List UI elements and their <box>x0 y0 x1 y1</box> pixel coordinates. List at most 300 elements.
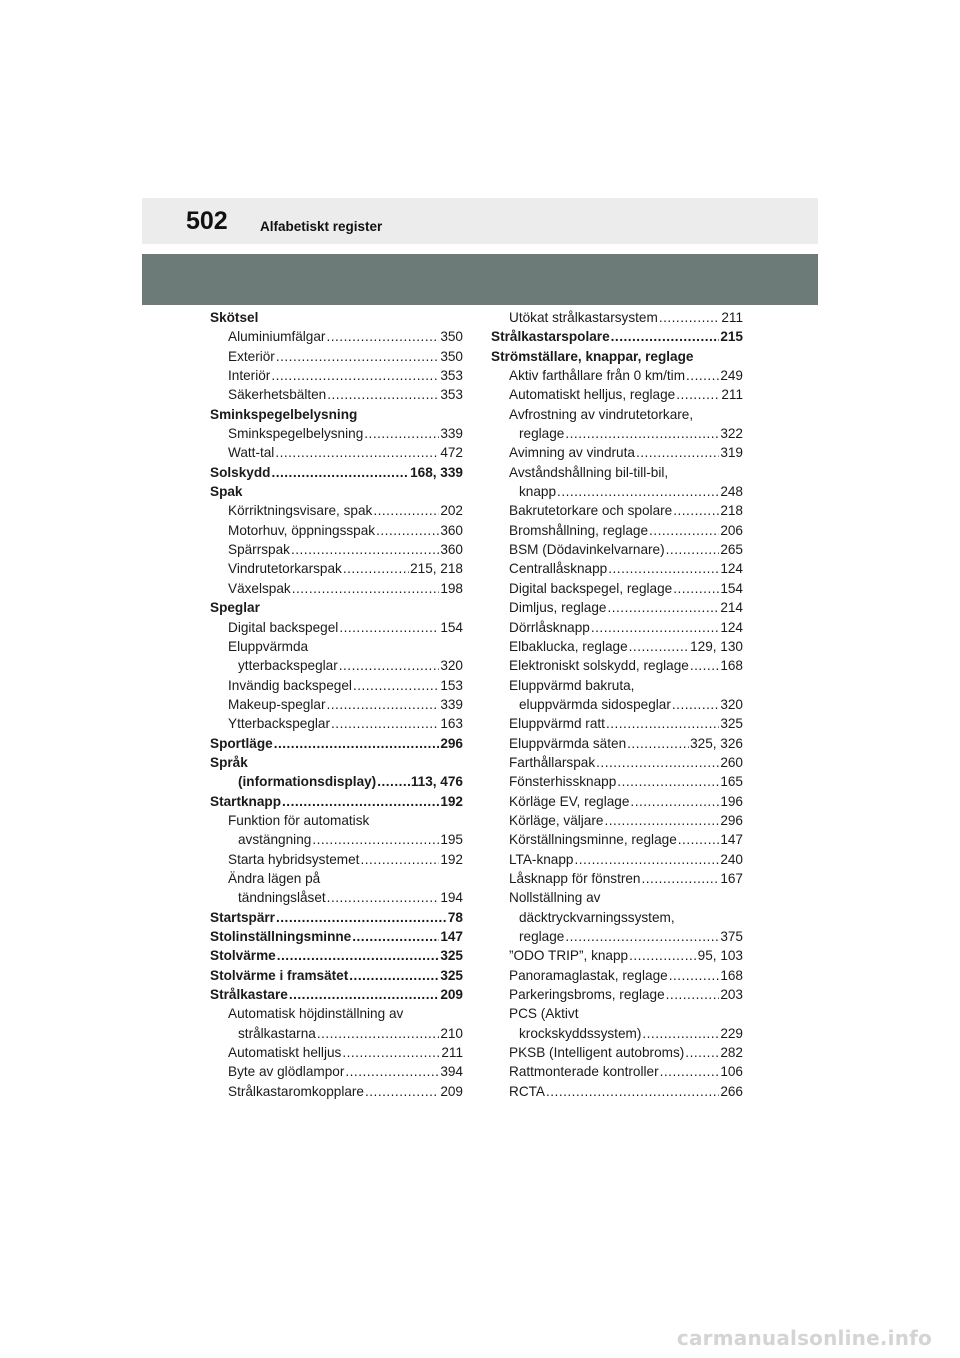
index-term: däcktryckvarningssystem, <box>519 909 675 925</box>
index-entry <box>210 1024 463 1043</box>
index-entry <box>491 695 743 714</box>
index-entry <box>210 966 463 985</box>
dot-leader <box>565 927 719 946</box>
index-term: eluppvärmda sidospeglar <box>519 696 671 712</box>
index-entry <box>210 618 463 637</box>
dot-leader <box>669 966 720 985</box>
dot-leader <box>276 347 439 366</box>
dot-leader <box>331 714 439 733</box>
dot-leader <box>673 501 719 520</box>
dot-leader <box>282 792 439 811</box>
page-reference[interactable]: 211 <box>721 387 743 403</box>
index-entry <box>210 598 463 617</box>
index-entry <box>210 753 463 772</box>
dot-leader <box>349 966 439 985</box>
dot-leader <box>629 637 689 656</box>
index-entry <box>210 327 463 346</box>
dot-leader <box>629 946 697 965</box>
page-reference[interactable]: 296 <box>720 812 743 828</box>
index-entry <box>210 637 463 656</box>
index-term: Byte av glödlampor <box>228 1064 345 1080</box>
page-reference[interactable]: 168, 339 <box>410 464 463 480</box>
page-reference[interactable]: 325, 326 <box>690 735 743 751</box>
index-term: PKSB (Intelligent autobroms) <box>509 1045 685 1061</box>
index-term: Spak <box>210 484 243 500</box>
index-term: strålkastarna <box>238 1025 316 1041</box>
index-entry <box>491 540 743 559</box>
index-term: krockskyddssystem) <box>519 1025 642 1041</box>
index-term: ”ODO TRIP”, knapp <box>509 948 629 964</box>
index-entry <box>491 946 743 965</box>
page-reference[interactable]: 192 <box>440 793 463 809</box>
index-term: PCS (Aktivt <box>509 1006 579 1022</box>
index-term: Vindrutetorkarspak <box>228 561 342 577</box>
dot-leader <box>666 540 720 559</box>
dot-leader <box>557 482 719 501</box>
index-term: Avfrostning av vindrutetorkare, <box>509 406 694 422</box>
index-term: reglage <box>519 426 565 442</box>
page-reference[interactable]: 360 <box>440 522 463 538</box>
index-entry <box>491 521 743 540</box>
dot-leader <box>365 1082 439 1101</box>
index-entry <box>210 772 463 791</box>
page-reference[interactable]: 360 <box>440 542 463 558</box>
index-entry <box>491 482 743 501</box>
index-entry <box>491 966 743 985</box>
dot-leader <box>271 366 439 385</box>
index-entry <box>210 656 463 675</box>
page-reference[interactable]: 147 <box>720 832 743 848</box>
page-reference[interactable]: 215, 218 <box>410 561 463 577</box>
dot-leader <box>690 656 719 675</box>
page-reference[interactable]: 210 <box>440 1025 463 1041</box>
index-term: Eluppvärmd bakruta, <box>509 677 635 693</box>
index-entry <box>491 869 743 888</box>
page-reference[interactable]: 78 <box>447 909 463 925</box>
page-reference[interactable]: 196 <box>720 793 743 809</box>
page-reference[interactable]: 218 <box>720 503 743 519</box>
index-term: Sportläge <box>210 735 273 751</box>
index-term: Stolvärme <box>210 948 276 964</box>
index-term: Invändig backspegel <box>228 677 352 693</box>
index-term: Makeup-speglar <box>228 696 326 712</box>
dot-leader <box>339 618 439 637</box>
index-term: Ytterbackspeglar <box>228 716 331 732</box>
index-entry <box>210 443 463 462</box>
index-entry <box>210 463 463 482</box>
page-reference[interactable]: 214 <box>720 600 743 616</box>
dot-leader <box>274 734 440 753</box>
index-term: Dimljus, reglage <box>509 600 607 616</box>
index-entry <box>210 888 463 907</box>
index-term: tändningslåset <box>238 890 326 906</box>
index-entry <box>210 908 463 927</box>
index-entry <box>210 521 463 540</box>
page-reference[interactable]: 325 <box>720 716 743 732</box>
index-entry <box>210 792 463 811</box>
index-term: Sminkspegelbelysning <box>228 426 364 442</box>
index-entry <box>210 501 463 520</box>
index-entry <box>210 385 463 404</box>
index-entry <box>491 1082 743 1101</box>
index-entry <box>210 869 463 888</box>
index-term: ytterbackspeglar <box>238 658 338 674</box>
index-entry <box>491 463 743 482</box>
index-term: Strålkastaromkopplare <box>228 1083 364 1099</box>
index-term: Exteriör <box>228 348 275 364</box>
index-entry <box>210 695 463 714</box>
index-term: Watt-tal <box>228 445 275 461</box>
dot-leader <box>326 327 439 346</box>
page-reference[interactable]: 202 <box>440 503 463 519</box>
index-entry <box>210 579 463 598</box>
page-reference[interactable]: 320 <box>440 658 463 674</box>
page-reference[interactable]: 353 <box>440 368 463 384</box>
index-term: Startknapp <box>210 793 282 809</box>
page-reference[interactable]: 168 <box>720 967 743 983</box>
dot-leader <box>377 772 410 791</box>
page-reference[interactable]: 198 <box>440 580 463 596</box>
page-reference[interactable]: 195 <box>440 832 463 848</box>
page-reference[interactable]: 167 <box>720 870 743 886</box>
index-entry <box>491 501 743 520</box>
page-reference[interactable]: 353 <box>440 387 463 403</box>
index-entry <box>491 830 743 849</box>
page-reference[interactable]: 375 <box>720 929 743 944</box>
page-reference[interactable]: 106 <box>720 1064 743 1080</box>
dot-leader <box>343 559 409 578</box>
index-term: Växelspak <box>228 580 291 596</box>
header-band <box>142 254 818 305</box>
index-entry <box>210 559 463 578</box>
index-term: Avimning av vindruta <box>509 445 635 461</box>
index-entry <box>491 714 743 733</box>
index-entry <box>491 676 743 695</box>
dot-leader <box>339 656 440 675</box>
index-term: Stolinställningsminne <box>210 929 352 944</box>
index-term: Ändra lägen på <box>228 870 321 886</box>
index-entry <box>210 308 463 327</box>
index-term: Parkeringsbroms, reglage <box>509 987 665 1003</box>
index-entry <box>491 405 743 424</box>
index-term: Eluppvärmda <box>228 638 309 654</box>
page-reference[interactable]: 350 <box>440 348 463 364</box>
index-entry <box>210 366 463 385</box>
dot-leader <box>604 811 719 830</box>
page-reference[interactable]: 240 <box>720 851 743 867</box>
index-entry <box>210 482 463 501</box>
dot-leader <box>289 985 439 1004</box>
dot-leader <box>660 1062 720 1081</box>
dot-leader <box>676 385 720 404</box>
index-entry <box>210 676 463 695</box>
index-term: Spärrspak <box>228 542 290 558</box>
index-entry <box>491 811 743 830</box>
dot-leader <box>312 830 439 849</box>
page-reference[interactable]: 229 <box>720 1025 743 1041</box>
index-term: Låsknapp för fönstren <box>509 870 641 886</box>
index-entry <box>491 366 743 385</box>
index-term: Språk <box>210 754 248 770</box>
dot-leader <box>630 792 719 811</box>
page-reference[interactable]: 248 <box>720 484 743 500</box>
index-term: Stolvärme i framsätet <box>210 967 349 983</box>
index-entry <box>210 540 463 559</box>
index-term: Strömställare, knappar, reglage <box>491 348 694 364</box>
dot-leader <box>546 1082 719 1101</box>
page-number: 502 <box>186 207 228 235</box>
index-term: Dörrlåsknapp <box>509 619 590 635</box>
dot-leader <box>345 1062 439 1081</box>
index-term: Elbaklucka, reglage <box>509 638 628 654</box>
index-term: Automatisk höjdinställning av <box>228 1006 404 1022</box>
index-entry <box>491 772 743 791</box>
index-term: Digital backspegel, reglage <box>509 580 673 596</box>
dot-leader <box>627 734 689 753</box>
index-term: Fönsterhissknapp <box>509 774 617 790</box>
dot-leader <box>591 618 719 637</box>
index-term: Bromshållning, reglage <box>509 522 649 538</box>
page-reference[interactable]: 154 <box>440 619 463 635</box>
index-term: Nollställning av <box>509 890 601 906</box>
dot-leader <box>327 888 440 907</box>
index-term: Körriktningsvisare, spak <box>228 503 373 519</box>
dot-leader <box>373 501 439 520</box>
index-term: Skötsel <box>210 310 259 325</box>
page-reference[interactable]: 163 <box>440 716 463 732</box>
dot-leader <box>291 540 439 559</box>
page-reference[interactable]: 282 <box>720 1045 743 1061</box>
page-reference[interactable]: 211 <box>441 1045 463 1061</box>
index-entry <box>210 1062 463 1081</box>
index-entry <box>491 753 743 772</box>
dot-leader <box>685 1043 719 1062</box>
dot-leader <box>596 753 719 772</box>
page-reference[interactable]: 113, 476 <box>410 774 463 790</box>
page-reference[interactable]: 319 <box>720 445 743 461</box>
page-reference[interactable]: 322 <box>720 426 743 442</box>
index-term: Strålkastarspolare <box>491 329 610 345</box>
dot-leader <box>326 695 439 714</box>
dot-leader <box>271 463 409 482</box>
index-entry <box>491 656 743 675</box>
index-entry <box>210 714 463 733</box>
dot-leader <box>617 772 719 791</box>
page-reference[interactable]: 211 <box>721 310 743 325</box>
index-term: Centrallåsknapp <box>509 561 608 577</box>
page-reference[interactable]: 203 <box>720 987 743 1003</box>
index-entry <box>210 850 463 869</box>
index-entry <box>491 598 743 617</box>
index-term: Körläge EV, reglage <box>509 793 630 809</box>
index-term: Interiör <box>228 368 271 384</box>
page-reference[interactable]: 124 <box>720 561 743 577</box>
index-term: Automatiskt helljus, reglage <box>509 387 676 403</box>
dot-leader <box>678 830 720 849</box>
index-term: LTA-knapp <box>509 851 574 867</box>
index-entry <box>491 637 743 656</box>
index-term: RCTA <box>509 1083 545 1099</box>
dot-leader <box>606 714 719 733</box>
index-entry <box>491 1004 743 1023</box>
index-entry <box>210 424 463 443</box>
index-term: Funktion för automatisk <box>228 812 370 828</box>
index-term: Aktiv farthållare från 0 km/tim <box>509 368 686 384</box>
page-reference[interactable]: 95, 103 <box>697 948 743 964</box>
index-term: Eluppvärmd ratt <box>509 716 605 732</box>
section-title: Alfabetiskt register <box>260 219 383 234</box>
page-reference[interactable]: 325 <box>440 948 463 964</box>
dot-leader <box>659 308 721 327</box>
index-term: Avståndshållning bil-till-bil, <box>509 464 669 480</box>
dot-leader <box>607 598 719 617</box>
index-entry <box>210 811 463 830</box>
dot-leader <box>353 676 439 695</box>
page-reference[interactable]: 320 <box>720 696 743 712</box>
index-entry <box>210 405 463 424</box>
index-term: BSM (Dödavinkelvarnare) <box>509 542 665 558</box>
index-entry <box>491 308 743 327</box>
index-entry <box>491 559 743 578</box>
index-term: Startspärr <box>210 909 275 925</box>
page-reference[interactable]: 265 <box>720 542 743 558</box>
index-entry <box>491 579 743 598</box>
dot-leader <box>673 579 719 598</box>
dot-leader <box>352 927 439 946</box>
index-entry <box>491 618 743 637</box>
dot-leader <box>277 946 440 965</box>
page-reference[interactable]: 472 <box>440 445 463 461</box>
index-entry <box>210 946 463 965</box>
page-reference[interactable]: 209 <box>440 1083 463 1099</box>
index-entry <box>491 792 743 811</box>
index-term: Sminkspegelbelysning <box>210 406 358 422</box>
page-reference[interactable]: 215 <box>720 329 743 345</box>
dot-leader <box>275 443 439 462</box>
page-reference[interactable]: 339 <box>440 426 463 442</box>
index-entry <box>491 734 743 753</box>
index-entry <box>491 385 743 404</box>
dot-leader <box>636 443 719 462</box>
dot-leader <box>565 424 719 443</box>
index-entry <box>210 347 463 366</box>
page-reference[interactable]: 339 <box>440 696 463 712</box>
index-term: Farthållarspak <box>509 754 596 770</box>
dot-leader <box>376 521 439 540</box>
dot-leader <box>364 424 439 443</box>
index-entry <box>491 1043 743 1062</box>
dot-leader <box>686 366 719 385</box>
index-term: Bakrutetorkare och spolare <box>509 503 673 519</box>
index-term: reglage <box>519 929 565 944</box>
index-term: (informationsdisplay) <box>238 774 377 790</box>
index-entry <box>210 1043 463 1062</box>
dot-leader <box>672 695 719 714</box>
page-reference[interactable]: 124 <box>720 619 743 635</box>
index-term: Säkerhetsbälten <box>228 387 327 403</box>
index-term: Digital backspegel <box>228 619 339 635</box>
index-entry <box>491 908 743 927</box>
dot-leader <box>611 327 720 346</box>
page-header <box>142 198 818 244</box>
index-term: Automatiskt helljus <box>228 1045 342 1061</box>
index-entry <box>491 985 743 1004</box>
page-reference[interactable]: 350 <box>440 329 463 345</box>
index-term: Strålkastare <box>210 987 288 1003</box>
page-reference[interactable]: 153 <box>440 677 463 693</box>
index-entry <box>210 734 463 753</box>
dot-leader <box>327 385 439 404</box>
index-term: Utökat strålkastarsystem <box>509 310 658 325</box>
index-entry <box>491 850 743 869</box>
dot-leader <box>360 850 439 869</box>
index-term: Starta hybridsystemet <box>228 851 360 867</box>
index-entry <box>491 327 743 346</box>
dot-leader <box>608 559 719 578</box>
dot-leader <box>574 850 719 869</box>
page-reference[interactable]: 194 <box>440 890 463 906</box>
index-entry <box>491 424 743 443</box>
dot-leader <box>276 908 447 927</box>
dot-leader <box>649 521 719 540</box>
page-reference[interactable]: 325 <box>440 967 463 983</box>
dot-leader <box>642 1024 719 1043</box>
page-reference[interactable]: 129, 130 <box>690 638 743 654</box>
page-reference[interactable]: 192 <box>440 851 463 867</box>
index-term: Aluminiumfälgar <box>228 329 326 345</box>
page-reference[interactable]: 266 <box>720 1083 743 1099</box>
index-term: knapp <box>519 484 557 500</box>
page-reference[interactable]: 154 <box>720 580 743 596</box>
index-term: avstängning <box>238 832 312 848</box>
page-reference[interactable]: 147 <box>440 929 463 944</box>
dot-leader <box>642 869 720 888</box>
index-entry <box>491 347 743 366</box>
index-term: Körläge, väljare <box>509 812 604 828</box>
page-reference[interactable]: 394 <box>440 1064 463 1080</box>
dot-leader <box>342 1043 440 1062</box>
index-entry <box>491 927 743 946</box>
index-entry <box>491 1024 743 1043</box>
page-reference[interactable]: 168 <box>720 658 743 674</box>
dot-leader <box>292 579 440 598</box>
index-term: Rattmonterade kontroller <box>509 1064 659 1080</box>
page-reference[interactable]: 260 <box>720 754 743 770</box>
dot-leader <box>666 985 720 1004</box>
index-entry <box>210 1004 463 1023</box>
dot-leader <box>317 1024 439 1043</box>
watermark-logo: carmanualsonline.info <box>676 1326 932 1350</box>
index-entry <box>210 927 463 946</box>
index-term: Speglar <box>210 600 260 616</box>
index-column-left <box>210 308 463 1101</box>
index-term: Motorhuv, öppningsspak <box>228 522 376 538</box>
page-reference[interactable]: 209 <box>440 987 463 1003</box>
index-entry <box>491 443 743 462</box>
index-entry <box>491 1062 743 1081</box>
index-entry <box>210 830 463 849</box>
index-term: Elektroniskt solskydd, reglage <box>509 658 689 674</box>
index-term: Panoramaglastak, reglage <box>509 967 668 983</box>
page-reference[interactable]: 249 <box>720 368 743 384</box>
page-reference[interactable]: 206 <box>720 522 743 538</box>
index-term: Körställningsminne, reglage <box>509 832 677 848</box>
index-term: Solskydd <box>210 464 271 480</box>
index-term: Eluppvärmda säten <box>509 735 627 751</box>
index-column-right <box>491 308 743 1101</box>
page-reference[interactable]: 165 <box>720 774 743 790</box>
page-reference[interactable]: 296 <box>440 735 463 751</box>
